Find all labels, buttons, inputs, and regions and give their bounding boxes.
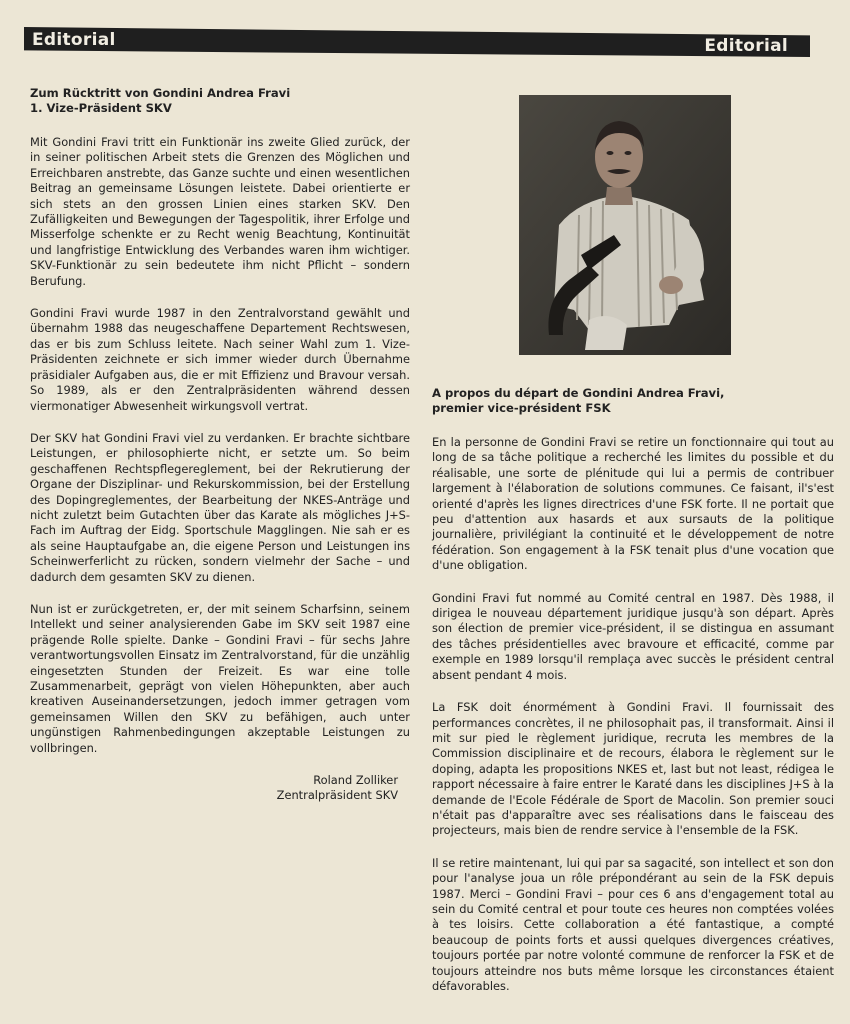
signature: [30, 773, 410, 804]
french-paragraph: En la personne de Gondini Fravi se retire un fonctionnaire qui tout au long de sa tâche politique a recherché les limites du possible et du réalisable, une sorte de plénitude qui lui a permis de contribuer largement à l'élaboration de solutions communes. Ce faisant, il's'est orienté d'après les lignes directrices d'une FSK forte. Il ne portait que peu d'attention aux hasards et aux sursauts de la politique journalière, privilégiant la continuité et le développement de notre fédération. Son engagement à la FSK tenait plus d'une vocation que d'une obligation.: [432, 435, 834, 573]
german-paragraph: Gondini Fravi wurde 1987 in den Zentralvorstand gewählt und übernahm 1988 das neugeschaffene Departement Rechtswesen, das er bis zum Schluss leitete. Nach seiner Wahl zum 1. Vize-Präsidenten zeichnete er sich immer wieder durch Übernahme präsidialer Aufgaben aus, die er mit Effizienz und Bravour versah. So 1989, als er den Zentralpräsidenten während dessen viermonatiger Abwesenheit wirkungsvoll vertrat.: [30, 306, 410, 413]
french-paragraph: Gondini Fravi fut nommé au Comité central en 1987. Dès 1988, il dirigea le nouveau département juridique jusqu'à son départ. Après son élection de premier vice-président, il se distingua en assumant des tâches présidentielles avec bravoure et efficacité, comme par exemple en 1989 lorsqu'il remplaça avec succès le président central absent pendant 4 mois.: [432, 590, 834, 682]
german-paragraph: Mit Gondini Fravi tritt ein Funktionär ins zweite Glied zurück, der in seiner politischen Arbeit stets die Grenzen des Möglichen und Erreichbaren anstrebte, das Ganze suchte und einen wesentlichen Beitrag an gemeinsame Lösungen leistete. Dabei orientierte er sich stets an den grossen Linien eines starken SKV. Den Zufälligkeiten und Bewegungen der Tagespolitik, ihrer Erfolge und Misserfolge schenkte er zu Recht wenig Beachtung, Kontinuität und langfristige Entwicklung des Verbandes waren ihm wichtiger. SKV-Funktionär zu sein bedeutete ihm nicht Pflicht – sondern Berufung.: [30, 135, 410, 288]
signature-name: Roland Zolliker: [313, 773, 398, 788]
french-column: [432, 386, 834, 1011]
french-paragraph: La FSK doit énormément à Gondini Fravi. Il fournissait des performances concrètes, il ne philosophait pas, il transformait. Ainsi il mit sur pied le règlement juridique, recruta les membres de la Commission disciplinaire et de recours, élabora le règlement sur le doping, adapta les propositions NKES et, last but not least, rédigea le rapport nécessaire à faire entrer le Karaté dans les disciplines J+S à la demande de l'Ecole Fédérale de Sport de Macolin. Son premier souci n'était pas d'apparaître avec ses réalisations dans le faisceau des projecteurs, mais bien de rendre service à l'ensemble de la FSK.: [432, 700, 834, 838]
german-paragraph: Der SKV hat Gondini Fravi viel zu verdanken. Er brachte sichtbare Leistungen, er philosophierte nicht, er setzte um. So beim geschaffenen Rechtspflegereglement, bei der Rekrutierung der Organe der Disziplinar- und Rekurskommission, bei der Erstellung des Dopingreglementes, der Bearbeitung der NKES-Anträge und nicht zuletzt beim Gutachten über das Karate als mögliches J+S-Fach im Auftrag der Eidg. Sportschule Magglingen. Nie sah er es als seine Hauptaufgabe an, die eigene Person und Leistungen ins Scheinwerferlicht zu rücken, sondern vielmehr der Sache – und dadurch dem gesamten SKV zu dienen.: [30, 430, 410, 584]
header-bar: [24, 27, 810, 57]
german-title-line2: 1. Vize-Präsident SKV: [30, 101, 172, 115]
french-paragraph: Il se retire maintenant, lui qui par sa sagacité, son intellect et son don pour l'analyse joua un rôle prépondérant au sein de la FSK depuis 1987. Merci – Gondini Fravi – pour ces 6 ans d'engagement total au sein du Comité central et pour toute ces heures non comptées volées à tes loisirs. Cette collaboration a été fantastique, a compté beaucoup de points forts et aussi quelques divergences créatives, toujours portée par notre volonté commune de renforcer la FSK et de toujours atteindre nos buts même lorsque les circonstances étaient défavorables.: [432, 855, 834, 993]
signature-role: Zentralpräsident SKV: [276, 788, 398, 803]
french-title-line1: A propos du départ de Gondini Andrea Fravi,: [432, 386, 725, 400]
german-column: [30, 86, 410, 804]
section-label-right: Editorial: [704, 36, 788, 56]
portrait-photo-illustration: [519, 95, 731, 355]
portrait-photo: [519, 95, 731, 355]
german-title: [30, 86, 410, 116]
french-title: [432, 386, 834, 416]
german-title-line1: Zum Rücktritt von Gondini Andrea Fravi: [30, 86, 291, 100]
section-label-left: Editorial: [32, 30, 116, 50]
french-title-line2: premier vice-président FSK: [432, 401, 611, 415]
german-paragraph: Nun ist er zurückgetreten, er, der mit seinem Scharfsinn, seinem Intellekt und seiner analysierenden Gabe im SKV seit 1987 eine prägende Rolle spielte. Danke – Gondini Fravi – für sechs Jahre verantwortungsvollen Einsatz im Zentralvorstand, für die unzählig eingesetzten Stunden der Freizeit. Es war eine tolle Zusammenarbeit, geprägt von vielen Höhepunkten, aber auch kreativen Auseinandersetzungen, jedoch immer getragen vom gemeinsamen Willen den SKV zu befähigen, auch unter ungünstigen Rahmenbedingungen akzeptable Leistungen zu vollbringen.: [30, 601, 410, 755]
